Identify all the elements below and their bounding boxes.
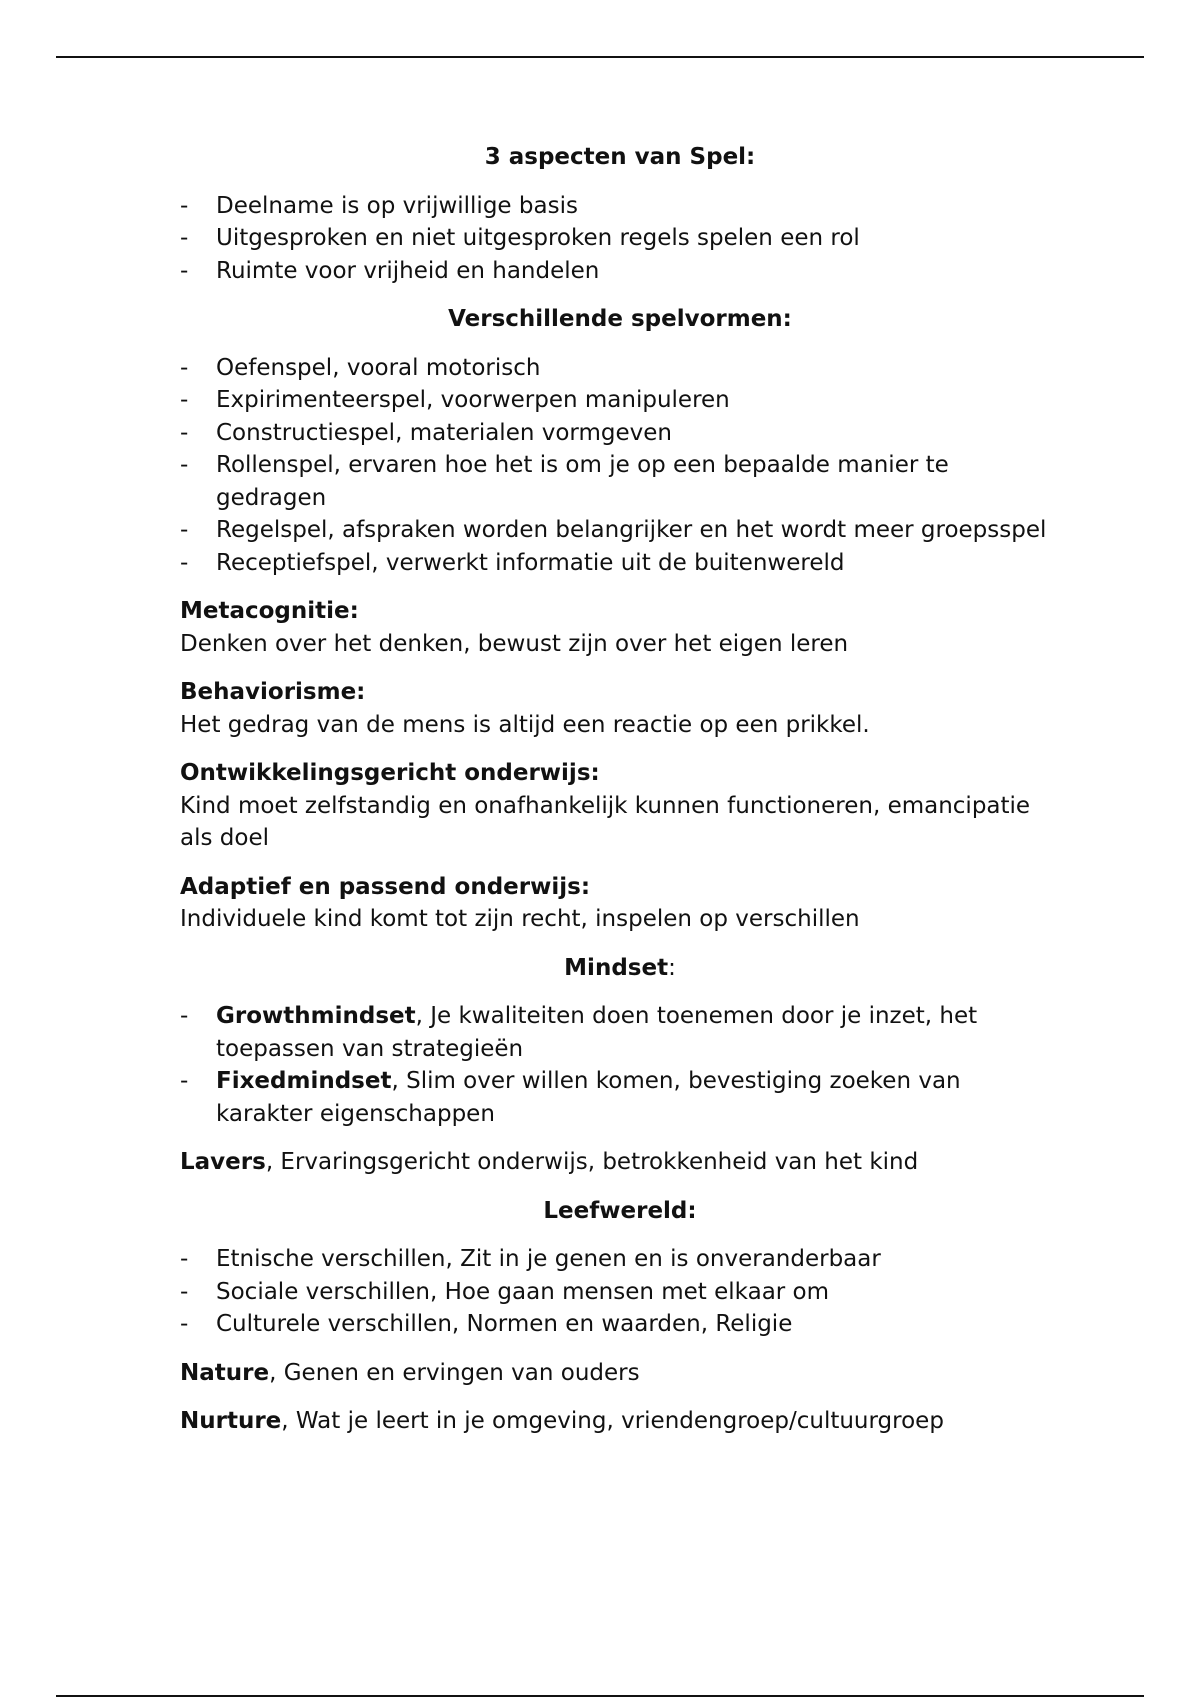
definition-text: Kind moet zelfstandig en onafhankelijk kunnen functioneren, emancipatie als doel	[180, 792, 1031, 851]
list-item: - Fixedmindset, Slim over willen komen, bevestiging zoeken van karakter eigenschappen	[180, 1065, 1060, 1130]
list-leefwereld	[180, 1243, 1060, 1341]
paragraph-nurture: Nurture, Wat je leert in je omgeving, vriendengroep/cultuurgroep	[180, 1408, 944, 1434]
dash-bullet: -	[180, 354, 189, 381]
dash-bullet: -	[180, 225, 189, 251]
header-rule	[56, 56, 1144, 58]
definition-term: Ontwikkelingsgericht onderwijs:	[180, 760, 600, 786]
dash-bullet: -	[180, 387, 189, 413]
list-item: - Receptiefspel, verwerkt informatie uit de buitenwereld	[180, 547, 1060, 580]
list-item: - Regelspel, afspraken worden belangrijker en het wordt meer groepsspel	[180, 514, 1060, 547]
definition-text: Het gedrag van de mens is altijd een reactie op een prikkel.	[180, 711, 870, 738]
heading-spelvormen: Verschillende spelvormen:	[448, 306, 792, 332]
list-item: - Rollenspel, ervaren hoe het is om je op een bepaalde manier te gedragen	[180, 449, 1060, 514]
list-item: - Growthmindset, Je kwaliteiten doen toenemen door je inzet, het toepassen van strategieën	[180, 1000, 1060, 1065]
dash-bullet: -	[180, 419, 189, 446]
list-item: - Constructiespel, materialen vormgeven	[180, 417, 1060, 450]
dash-bullet: -	[180, 1311, 189, 1337]
definition-term: Adaptief en passend onderwijs:	[180, 873, 591, 900]
definition-ontwikkelingsgericht	[180, 757, 1060, 855]
heading-mindset: Mindset:	[564, 954, 676, 981]
list-aspecten-spel	[180, 190, 1060, 288]
list-spelvormen	[180, 352, 1060, 580]
paragraph-nature: Nature, Genen en ervingen van ouders	[180, 1359, 640, 1386]
dash-bullet: -	[180, 1003, 189, 1029]
dash-bullet: -	[180, 452, 189, 478]
list-item: - Ruimte voor vrijheid en handelen	[180, 255, 1060, 288]
list-item: - Sociale verschillen, Hoe gaan mensen met elkaar om	[180, 1276, 1060, 1309]
dash-bullet: -	[180, 1246, 189, 1272]
list-mindset	[180, 1000, 1060, 1130]
definition-metacognitie	[180, 595, 1060, 660]
paragraph-lavers: Lavers, Ervaringsgericht onderwijs, betrokkenheid van het kind	[180, 1149, 919, 1175]
dash-bullet: -	[180, 1278, 189, 1305]
dash-bullet: -	[180, 549, 189, 576]
footer-rule	[56, 1695, 1144, 1697]
definition-text: Individuele kind komt tot zijn recht, inspelen op verschillen	[180, 906, 860, 932]
definition-adaptief	[180, 871, 1060, 936]
definition-text: Denken over het denken, bewust zijn over het eigen leren	[180, 630, 849, 657]
list-item: - Uitgesproken en niet uitgesproken regels spelen een rol	[180, 222, 1060, 255]
list-item: - Etnische verschillen, Zit in je genen en is onveranderbaar	[180, 1243, 1060, 1276]
definition-term: Behaviorisme:	[180, 679, 366, 705]
heading-aspecten-spel: 3 aspecten van Spel:	[484, 144, 756, 170]
definition-behaviorisme	[180, 676, 1060, 741]
document-body	[180, 141, 1060, 1454]
heading-leefwereld: Leefwereld:	[543, 1197, 697, 1224]
list-item: - Expirimenteerspel, voorwerpen manipuleren	[180, 384, 1060, 417]
definition-term: Metacognitie:	[180, 598, 359, 624]
dash-bullet: -	[180, 192, 189, 219]
list-item: - Oefenspel, vooral motorisch	[180, 352, 1060, 385]
dash-bullet: -	[180, 257, 189, 284]
dash-bullet: -	[180, 1068, 189, 1094]
list-item: - Culturele verschillen, Normen en waarden, Religie	[180, 1308, 1060, 1341]
dash-bullet: -	[180, 517, 189, 543]
list-item: - Deelname is op vrijwillige basis	[180, 190, 1060, 223]
